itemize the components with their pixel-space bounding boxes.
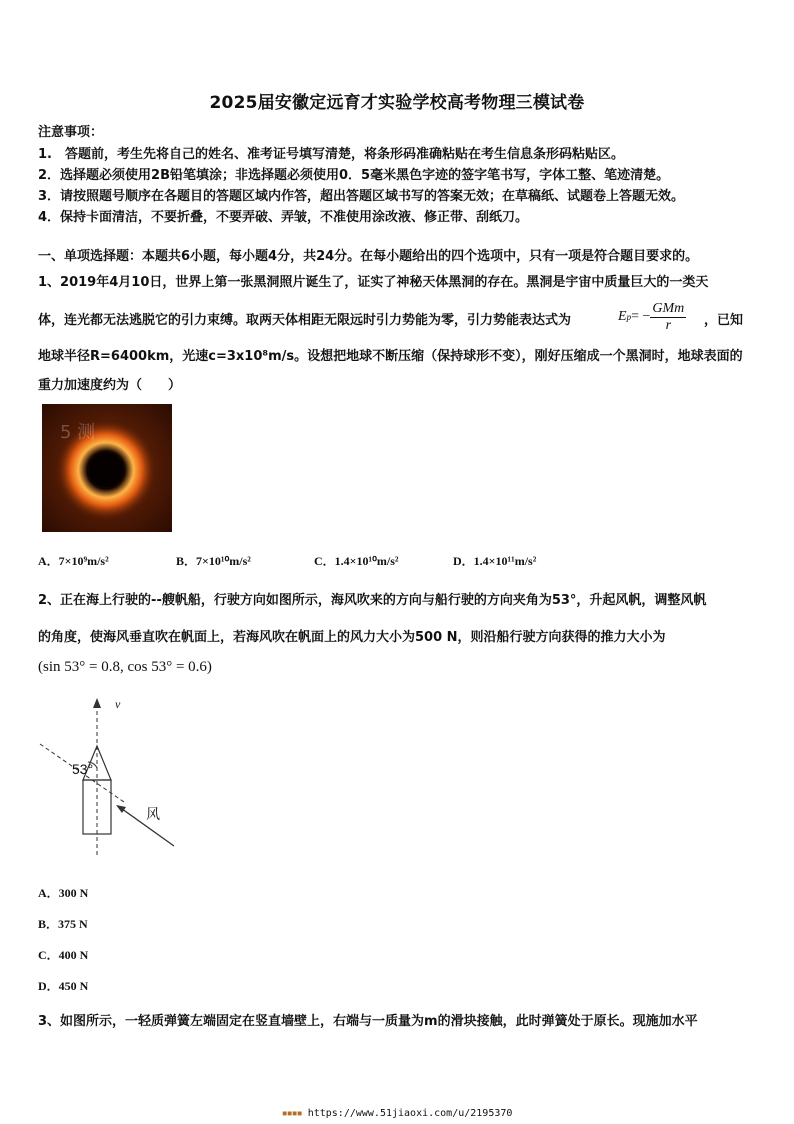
- q1-line-4: 重力加速度约为（ ）: [38, 378, 182, 393]
- formula-numerator: GMm: [652, 300, 685, 316]
- angle-label: 53°: [72, 761, 94, 777]
- notice-item-1: 1. 答题前，考生先将自己的姓名、准考证号填写清楚，将条形码准确粘贴在考生信息条形码粘贴区。: [38, 147, 624, 162]
- section-heading: 一、单项选择题：本题共6小题，每小题4分，共24分。在每小题给出的四个选项中，只有一项是符合题目要求的。: [38, 249, 699, 264]
- q1-line-2-post: ，已知: [704, 313, 744, 328]
- formula-fraction: [650, 301, 686, 334]
- q1-option-b[interactable]: B．7×10¹⁰m/s²: [176, 554, 251, 568]
- q2-given-values: (sin 53° = 0.8, cos 53° = 0.6): [38, 659, 212, 675]
- q3-line-1: 3、如图所示，一轻质弹簧左端固定在竖直墙壁上，右端与一质量为m的滑块接触，此时弹簧处于原长。现施加水平: [38, 1014, 698, 1029]
- image-watermark: 5 测: [60, 422, 96, 443]
- formula-denominator: r: [665, 317, 672, 333]
- notice-item-4: 4．保持卡面清洁，不要折叠，不要弄破、弄皱，不准使用涂改液、修正带、刮纸刀。: [38, 210, 529, 225]
- q2-line-2: 的角度，使海风垂直吹在帆面上，若海风吹在帆面上的风力大小为500 N，则沿船行驶方向获得的推力大小为: [38, 630, 666, 645]
- notice-item-3: 3．请按照题号顺序在各题目的答题区域内作答，超出答题区域书写的答案无效；在草稿纸、试题卷上答题无效。: [38, 189, 685, 204]
- velocity-label: v: [115, 697, 121, 711]
- q2-option-a[interactable]: A．300 N: [38, 886, 89, 900]
- footer-link[interactable]: https://www.51jiaoxi.com/u/2195370: [301, 1108, 513, 1119]
- q2-option-d[interactable]: D．450 N: [38, 979, 89, 993]
- q1-line-1: 1、2019年4月10日，世界上第一张黑洞照片诞生了，证实了神秘天体黑洞的存在。黑洞是宇宙中质量巨大的一类天: [38, 275, 709, 290]
- footer-url[interactable]: [0, 1108, 794, 1119]
- footer-dots: ▪▪▪▪: [281, 1108, 302, 1119]
- q2-option-b[interactable]: B．375 N: [38, 917, 88, 931]
- notice-item-2: 2．选择题必须使用2B铅笔填涂；非选择题必须使用0．5毫米黑色字迹的签字笔书写，字体工整、笔迹清楚。: [38, 168, 670, 183]
- formula-lhs: E: [618, 309, 627, 324]
- q1-option-d[interactable]: D．1.4×10¹¹m/s²: [453, 554, 537, 568]
- formula-sub: p: [626, 312, 632, 322]
- sailboat-diagram: [38, 696, 188, 860]
- q1-line-2-pre: 体，连光都无法逃脱它的引力束缚。取两天体相距无限远时引力势能为零，引力势能表达式为: [38, 313, 572, 328]
- formula-eq: = −: [631, 309, 651, 324]
- page-title: 2025届安徽定远育才实验学校高考物理三模试卷: [209, 93, 585, 113]
- q1-option-c[interactable]: C．1.4×10¹⁰m/s²: [314, 554, 399, 568]
- q1-option-a[interactable]: A．7×10⁹m/s²: [38, 554, 109, 568]
- q1-line-3: 地球半径R=6400km，光速c=3x10⁸m/s。设想把地球不断压缩（保持球形不变），刚好压缩成一个黑洞时，地球表面的: [38, 349, 743, 364]
- notice-heading: 注意事项：: [38, 125, 104, 140]
- q2-option-c[interactable]: C．400 N: [38, 948, 89, 962]
- black-hole-image: [42, 404, 172, 532]
- potential-energy-formula: [618, 295, 686, 339]
- wind-label: 风: [146, 807, 160, 823]
- q2-line-1: 2、正在海上行驶的--艘帆船，行驶方向如图所示，海风吹来的方向与船行驶的方向夹角为53°，升起风帆，调整风帆: [38, 593, 707, 608]
